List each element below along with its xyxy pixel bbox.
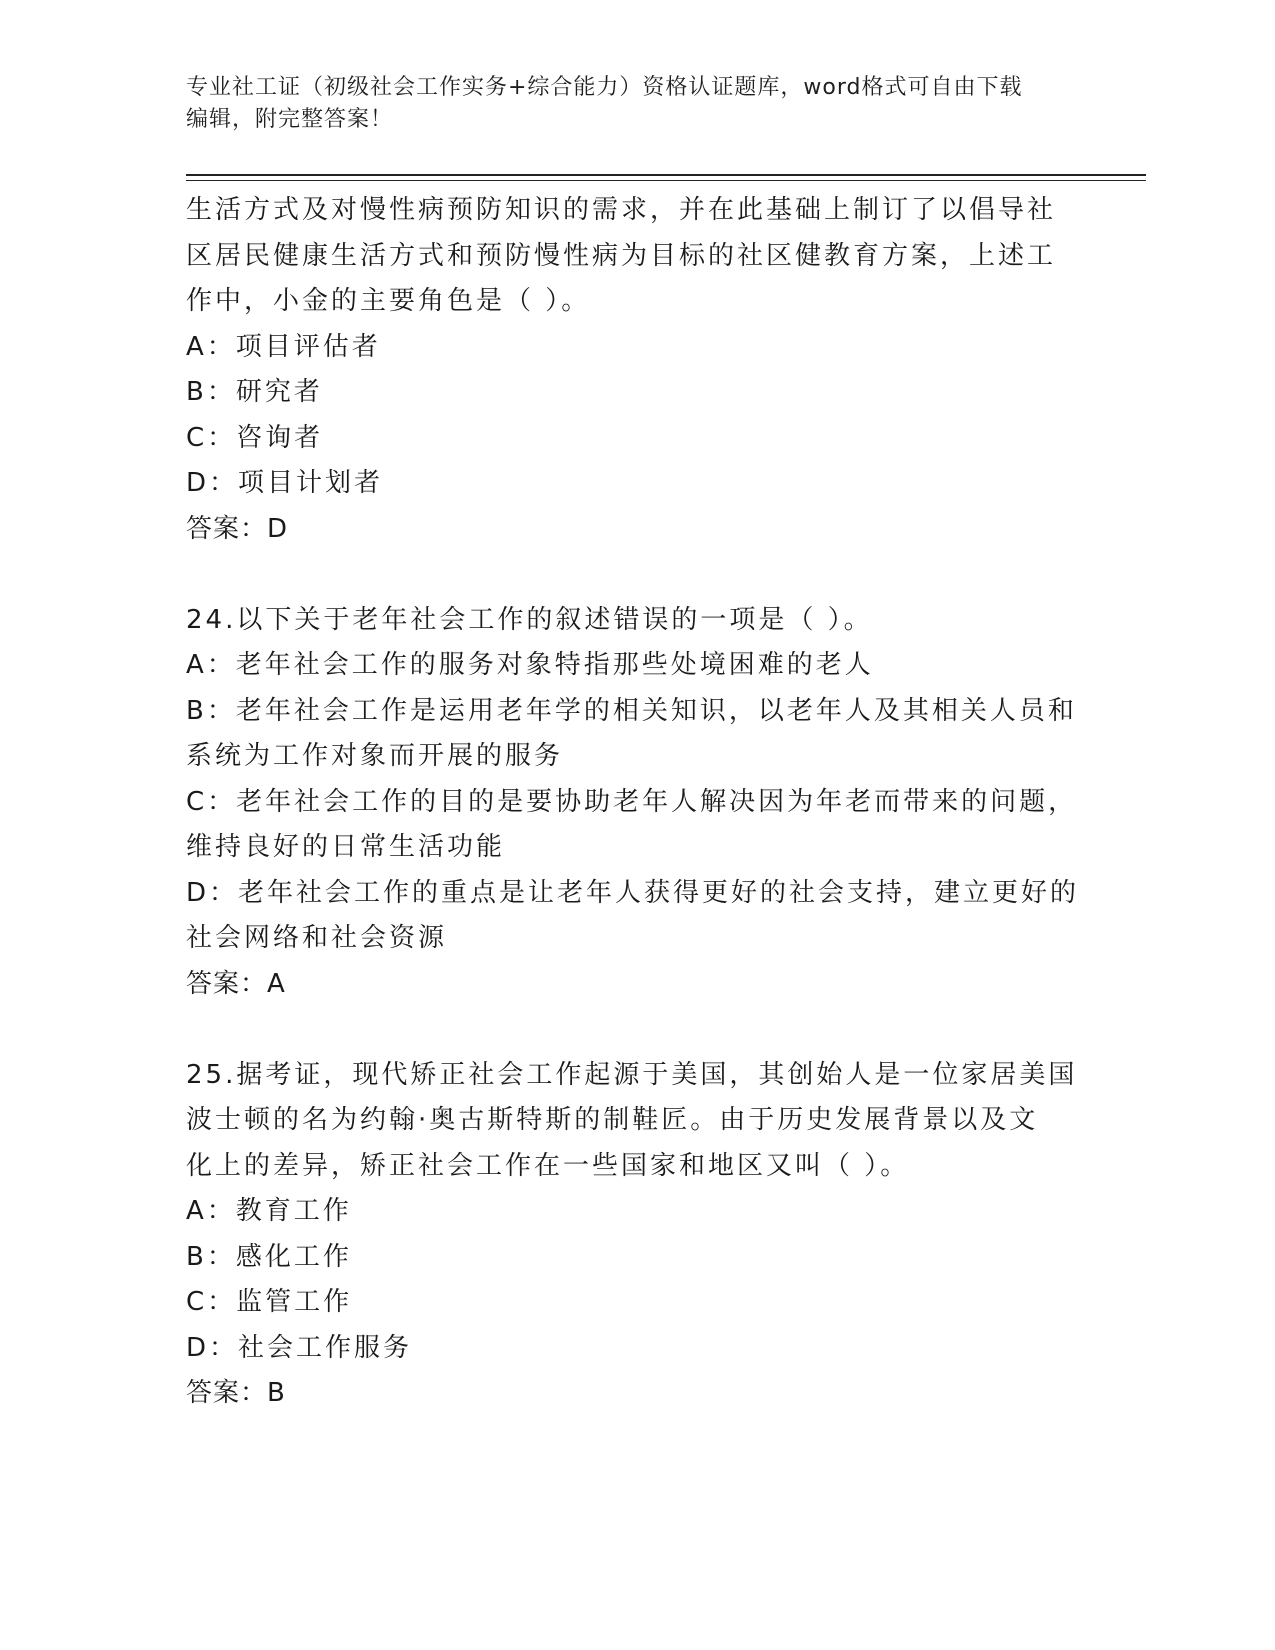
header-rule-thick: [186, 174, 1146, 176]
option-c: C：老年社会工作的目的是要协助老年人解决因为年老而带来的问题，: [186, 786, 1078, 817]
option-b-continued: 系统为工作对象而开展的服务: [186, 741, 564, 771]
question-23: [186, 188, 1086, 552]
page-header: [186, 72, 1086, 136]
answer-line: 答案：A: [186, 968, 286, 999]
option-c: C：监管工作: [186, 1287, 353, 1317]
option-b: B：老年社会工作是运用老年学的相关知识，以老年人及其相关人员和: [186, 695, 1077, 726]
answer-line: 答案：D: [186, 513, 289, 544]
question-stem-line: 生活方式及对慢性病预防知识的需求，并在此基础上制订了以倡导社: [186, 195, 1057, 225]
header-line-1: 专业社工证（初级社会工作实务+综合能力）资格认证题库，word格式可自由下载: [186, 75, 1023, 100]
option-c-continued: 维持良好的日常生活功能: [186, 832, 506, 862]
option-b: B：感化工作: [186, 1241, 352, 1272]
option-a: A：教育工作: [186, 1196, 352, 1226]
question-stem-line: 区居民健康生活方式和预防慢性病为目标的社区健教育方案，上述工: [186, 240, 1057, 271]
option-d: D：老年社会工作的重点是让老年人获得更好的社会支持，建立更好的: [186, 877, 1080, 908]
question-stem-line: 24.以下关于老年社会工作的叙述错误的一项是（ ）。: [186, 604, 873, 635]
question-stem-line: 作中，小金的主要角色是（ ）。: [186, 286, 591, 316]
header-line-2: 编辑，附完整答案！: [186, 107, 394, 132]
question-stem-line: 化上的差异，矫正社会工作在一些国家和地区又叫（ ）。: [186, 1150, 910, 1181]
answer-line: 答案：B: [186, 1378, 286, 1408]
question-stem-line: 波士顿的名为约翰·奥古斯特斯的制鞋匠。由于历史发展背景以及文: [186, 1105, 1039, 1135]
option-a: A：项目评估者: [186, 331, 381, 362]
option-c: C：咨询者: [186, 422, 324, 453]
question-stem-line: 25.据考证，现代矫正社会工作起源于美国，其创始人是一位家居美国: [186, 1059, 1078, 1090]
option-d: D：项目计划者: [186, 468, 384, 498]
header-rule-thin: [186, 180, 1146, 181]
option-d-continued: 社会网络和社会资源: [186, 923, 448, 953]
question-25: [186, 1053, 1086, 1417]
question-content: [186, 188, 1086, 1417]
question-24: [186, 598, 1086, 1008]
option-d: D：社会工作服务: [186, 1332, 413, 1363]
option-b: B：研究者: [186, 377, 323, 407]
spacer: [186, 1007, 1086, 1053]
spacer: [186, 552, 1086, 598]
option-a: A：老年社会工作的服务对象特指那些处境困难的老人: [186, 650, 874, 680]
